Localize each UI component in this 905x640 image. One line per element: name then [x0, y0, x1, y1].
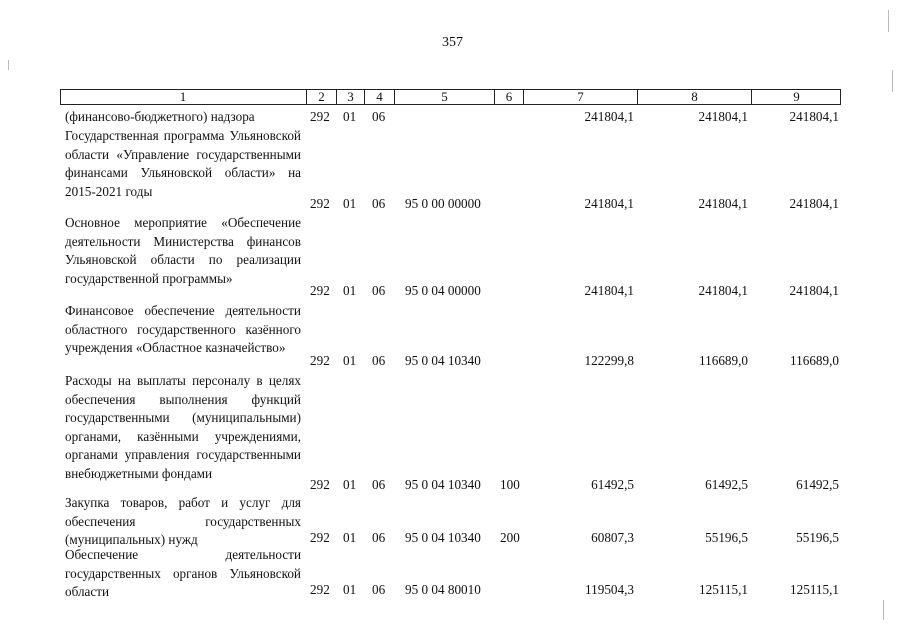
cell-c7: 61492,5 [591, 477, 634, 492]
cell-c4: 06 [372, 283, 386, 298]
cell-c4: 06 [372, 109, 386, 124]
cell-c5: 95 0 04 10340 [405, 530, 481, 545]
cell-c4: 06 [372, 530, 386, 545]
cell-c7: 241804,1 [584, 283, 634, 298]
cell-c3: 01 [343, 109, 357, 124]
cell-c9: 241804,1 [789, 196, 839, 211]
cell-c3: 01 [343, 283, 357, 298]
cell-c8: 125115,1 [699, 582, 748, 597]
cell-c9: 61492,5 [796, 477, 839, 492]
cell-c8: 241804,1 [698, 196, 748, 211]
header-col-7: 7 [524, 89, 638, 105]
cell-c7: 119504,3 [585, 582, 634, 597]
cell-c9: 116689,0 [790, 353, 839, 368]
cell-c4: 06 [372, 353, 386, 368]
cell-c8: 61492,5 [705, 477, 748, 492]
cell-c7: 122299,8 [584, 353, 634, 368]
cell-c2: 292 [310, 477, 330, 492]
cell-c3: 01 [343, 353, 357, 368]
row-description: Основное мероприятие «Обеспечение деятельности Министерства финансов Ульяновской области по реализации государственной программы» [65, 215, 301, 286]
cell-c6: 100 [500, 477, 520, 492]
cell-c5: 95 0 04 10340 [405, 477, 481, 492]
cell-c3: 01 [343, 582, 357, 597]
cell-c3: 01 [343, 196, 357, 211]
cell-c2: 292 [310, 283, 330, 298]
cell-c9: 125115,1 [790, 582, 839, 597]
row-description: Расходы на выплаты персоналу в целях обеспечения выполнения функций государственными (муниципальными) органами, казёнными учреждениями, органами управления государственными внебюджетными фондами [65, 373, 301, 481]
cell-c2: 292 [310, 353, 330, 368]
cell-c4: 06 [372, 477, 386, 492]
cell-c5: 95 0 00 00000 [405, 196, 481, 211]
cell-c7: 241804,1 [584, 109, 634, 124]
cell-c2: 292 [310, 530, 330, 545]
cell-c7: 241804,1 [584, 196, 634, 211]
cell-c7: 60807,3 [591, 530, 634, 545]
header-col-3: 3 [337, 89, 365, 105]
cell-c5: 95 0 04 80010 [405, 582, 481, 597]
page-number: 357 [442, 35, 463, 50]
cell-c4: 06 [372, 196, 386, 211]
row-description: Финансовое обеспечение деятельности областного государственного казённого учреждения «Областное казначейство» [65, 303, 301, 356]
cell-c6: 200 [500, 530, 520, 545]
cell-c8: 55196,5 [705, 530, 748, 545]
cell-c8: 241804,1 [698, 283, 748, 298]
cell-c2: 292 [310, 196, 330, 211]
scan-mark [883, 600, 884, 620]
scan-mark [892, 70, 893, 92]
cell-c5: 95 0 04 10340 [405, 353, 481, 368]
row-description: Государственная программа Ульяновской области «Управление государственными финансами Ульяновской области» на 2015-2021 годы [65, 128, 301, 199]
cell-c8: 241804,1 [698, 109, 748, 124]
cell-c4: 06 [372, 582, 386, 597]
header-col-1: 1 [60, 89, 307, 105]
cell-c3: 01 [343, 530, 357, 545]
row-description: Закупка товаров, работ и услуг для обеспечения государственных (муниципальных) нужд [65, 495, 301, 548]
header-col-2: 2 [307, 89, 337, 105]
header-col-9: 9 [793, 89, 800, 104]
cell-c2: 292 [310, 109, 330, 124]
header-col-8: 8 [638, 89, 752, 105]
cell-c9: 241804,1 [789, 109, 839, 124]
cell-c9: 241804,1 [789, 283, 839, 298]
cell-c5: 95 0 04 00000 [405, 283, 481, 298]
header-col-4: 4 [365, 89, 395, 105]
cell-c3: 01 [343, 477, 357, 492]
row-description: Обеспечение деятельности государственных органов Ульяновской области [65, 547, 301, 600]
cell-c2: 292 [310, 582, 330, 597]
header-col-5: 5 [395, 89, 495, 105]
cell-c8: 116689,0 [699, 353, 748, 368]
scan-mark [888, 10, 889, 32]
cell-c9: 55196,5 [796, 530, 839, 545]
header-col-6: 6 [495, 89, 524, 105]
scan-mark [8, 60, 9, 70]
row-description: (финансово-бюджетного) надзора [65, 109, 255, 124]
